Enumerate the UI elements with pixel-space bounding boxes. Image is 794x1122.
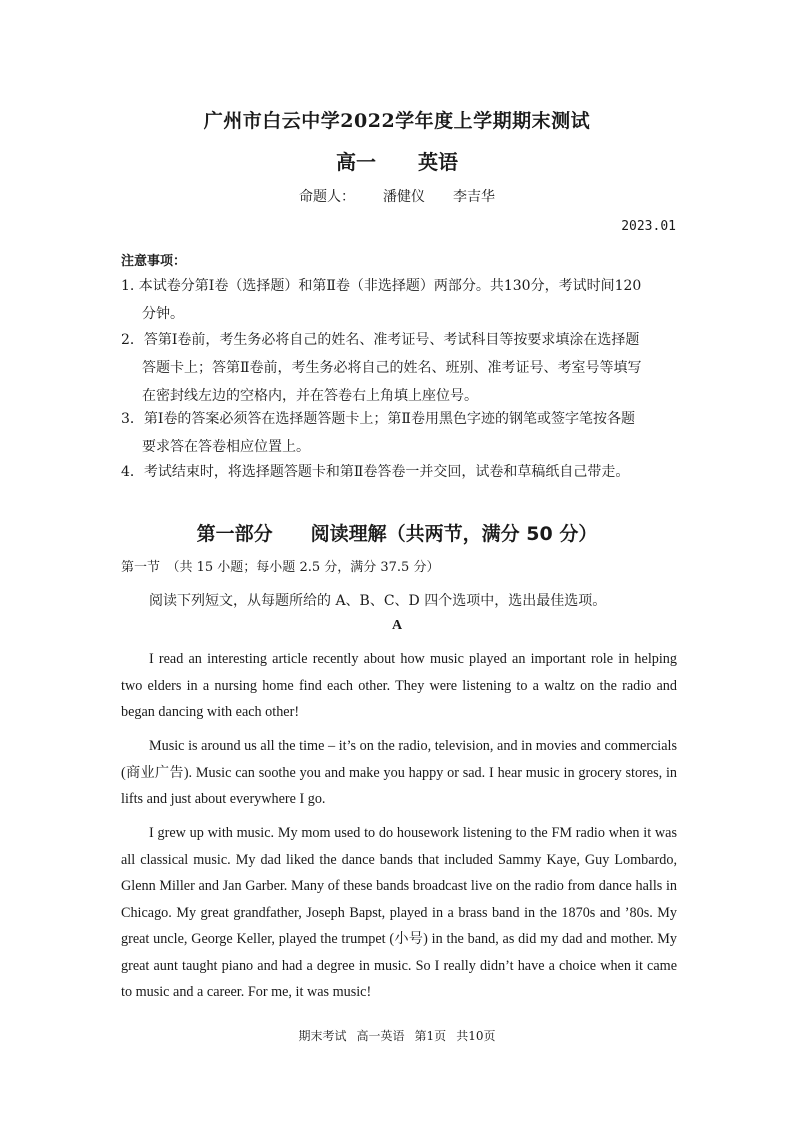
notice-heading: 注意事项： (121, 254, 187, 269)
notice-item-1 (121, 272, 681, 328)
authors-line (0, 186, 794, 206)
author-name: 李吉华 (453, 189, 495, 205)
exam-title: 广州市白云中学2022学年度上学期期末测试 (203, 110, 591, 132)
exam-date: 2023.01 (621, 219, 676, 234)
notice-item-2 (121, 326, 681, 410)
passage-paragraph: I grew up with music. My mom used to do housework listening to the FM radio when it was all classical music. My dad liked the dance bands that included Sammy Kaye, Guy Lombardo, Glenn Miller and Jan Garber. Many of these bands broadcast live on the radio from dance halls in Chicago. My great grandfather, Joseph Bapst, played in a brass band in the 1870s and ’80s. My great uncle, George Keller, played the trumpet (小号) in the band, as did my dad and mother. My great aunt taught piano and had a degree in music. So I really didn’t have a choice when it came to music and a career. For me, it was music! (121, 825, 677, 1000)
notice-line: 2．答第Ⅰ卷前，考生务必将自己的姓名、准考证号、考试科目等按要求填涂在选择题 (121, 332, 640, 348)
notice-line: 答题卡上；答第Ⅱ卷前，考生务必将自己的姓名、班别、准考证号、考室号等填写 (142, 360, 642, 376)
passage-paragraph: Music is around us all the time – it’s on the radio, television, and in movies and commercials (商业广告). Music can soothe you and make you happy or sad. I hear music in grocery stores, in lifts and just about everywhere I go. (121, 738, 677, 807)
notice-line: 3．第Ⅰ卷的答案必须答在选择题答题卡上；第Ⅱ卷用黑色字迹的钢笔或签字笔按各题 (121, 411, 635, 427)
footer-exam: 期末考试 (298, 1029, 347, 1043)
passage-paragraph: I read an interesting article recently about how music played an important role in helping two elders in a nursing home find each other. They were listening to a waltz on the radio and began dancing with each other! (121, 651, 677, 720)
notice-line: 1. 本试卷分第Ⅰ卷（选择题）和第Ⅱ卷（非选择题）两部分。共130分，考试时间120 (121, 278, 642, 294)
notice-line: 分钟。 (142, 306, 184, 322)
author-name: 潘健仪 (383, 189, 425, 205)
footer-course: 高一英语 (356, 1029, 405, 1043)
notice-item-4 (121, 458, 681, 486)
notice-line: 4．考试结束时，将选择题答题卡和第Ⅱ卷答卷一并交回，试卷和草稿纸自己带走。 (121, 464, 630, 480)
grade-label: 高一 (336, 150, 376, 174)
section-title: 第一节 （共 15 小题；每小题 2.5 分，满分 37.5 分） (121, 560, 440, 575)
exam-subject-line (0, 146, 794, 175)
part-title: 第一部分 阅读理解（共两节，满分 50 分） (196, 523, 598, 545)
footer-total: 共10页 (456, 1029, 496, 1043)
subject-label: 英语 (418, 150, 458, 174)
section-instruction: 阅读下列短文，从每题所给的 A、B、C、D 四个选项中，选出最佳选项。 (149, 593, 607, 609)
footer-page: 第1页 (414, 1029, 447, 1043)
notice-line: 要求答在答卷相应位置上。 (142, 439, 310, 455)
page-footer (0, 1027, 794, 1044)
notice-line: 在密封线左边的空格内，并在答卷右上角填上座位号。 (142, 388, 478, 404)
notice-item-3 (121, 405, 681, 461)
passage-letter: A (391, 618, 403, 633)
authors-label: 命题人： (299, 189, 355, 205)
